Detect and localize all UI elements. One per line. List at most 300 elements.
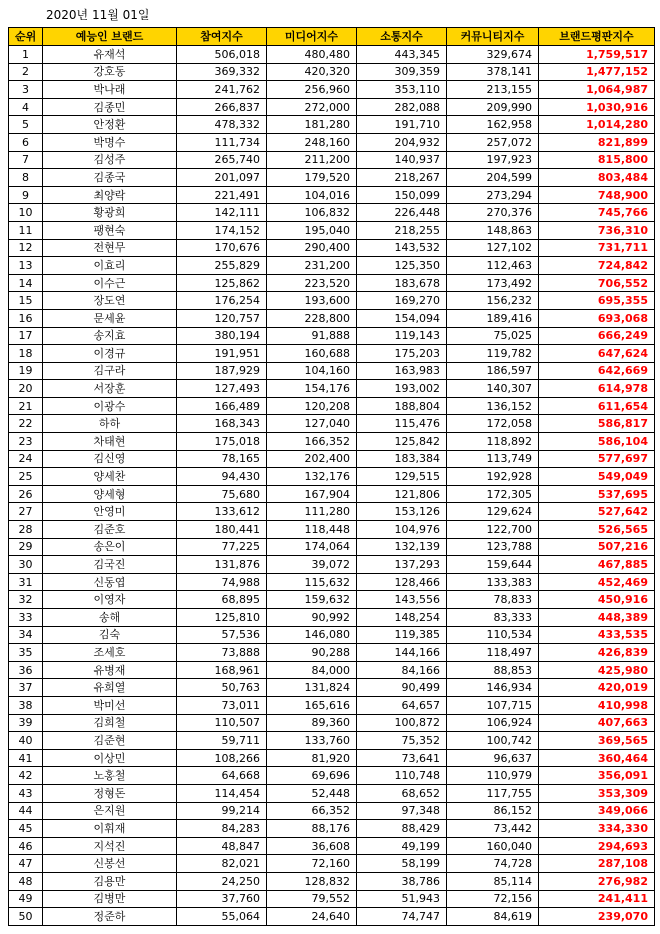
cell-community: 106,924	[447, 714, 539, 732]
cell-communication: 100,872	[357, 714, 447, 732]
cell-participation: 176,254	[177, 292, 267, 310]
report-date: 2020년 11월 01일	[46, 8, 150, 22]
table-row	[9, 309, 655, 327]
cell-brand-reputation: 745,766	[539, 204, 655, 222]
table-row	[9, 679, 655, 697]
cell-media: 89,360	[267, 714, 357, 732]
cell-brand-reputation: 614,978	[539, 380, 655, 398]
table-row	[9, 661, 655, 679]
cell-media: 88,176	[267, 820, 357, 838]
cell-community: 162,958	[447, 116, 539, 134]
cell-brand-reputation: 724,842	[539, 257, 655, 275]
table-row	[9, 221, 655, 239]
cell-media: 132,176	[267, 468, 357, 486]
cell-participation: 265,740	[177, 151, 267, 169]
cell-brand: 하하	[43, 415, 177, 433]
cell-media: 290,400	[267, 239, 357, 257]
cell-participation: 78,165	[177, 450, 267, 468]
table-row	[9, 204, 655, 222]
table-row	[9, 784, 655, 802]
cell-media: 174,064	[267, 538, 357, 556]
table-row	[9, 63, 655, 81]
cell-community: 189,416	[447, 309, 539, 327]
cell-community: 329,674	[447, 46, 539, 64]
cell-rank: 16	[9, 309, 43, 327]
cell-participation: 170,676	[177, 239, 267, 257]
header-rank: 순위	[9, 28, 43, 46]
cell-rank: 26	[9, 485, 43, 503]
cell-participation: 73,011	[177, 696, 267, 714]
cell-brand-reputation: 803,484	[539, 169, 655, 187]
cell-brand-reputation: 426,839	[539, 644, 655, 662]
cell-media: 69,696	[267, 767, 357, 785]
cell-communication: 51,943	[357, 890, 447, 908]
cell-brand-reputation: 356,091	[539, 767, 655, 785]
cell-media: 160,688	[267, 345, 357, 363]
cell-brand-reputation: 586,817	[539, 415, 655, 433]
cell-communication: 125,350	[357, 257, 447, 275]
table-row	[9, 151, 655, 169]
header-media: 미디어지수	[267, 28, 357, 46]
cell-rank: 6	[9, 133, 43, 151]
cell-communication: 75,352	[357, 732, 447, 750]
header-participation: 참여지수	[177, 28, 267, 46]
cell-participation: 369,332	[177, 63, 267, 81]
cell-rank: 23	[9, 433, 43, 451]
cell-community: 213,155	[447, 81, 539, 99]
cell-communication: 137,293	[357, 556, 447, 574]
cell-participation: 50,763	[177, 679, 267, 697]
cell-participation: 133,612	[177, 503, 267, 521]
cell-community: 136,152	[447, 397, 539, 415]
cell-communication: 125,842	[357, 433, 447, 451]
cell-brand-reputation: 360,464	[539, 749, 655, 767]
cell-brand: 김구라	[43, 362, 177, 380]
table-row	[9, 837, 655, 855]
cell-rank: 20	[9, 380, 43, 398]
cell-rank: 30	[9, 556, 43, 574]
cell-community: 129,624	[447, 503, 539, 521]
cell-community: 159,644	[447, 556, 539, 574]
cell-brand-reputation: 815,800	[539, 151, 655, 169]
table-row	[9, 274, 655, 292]
cell-communication: 183,678	[357, 274, 447, 292]
cell-brand-reputation: 425,980	[539, 661, 655, 679]
cell-communication: 140,937	[357, 151, 447, 169]
cell-media: 120,208	[267, 397, 357, 415]
cell-media: 202,400	[267, 450, 357, 468]
cell-brand: 이영자	[43, 591, 177, 609]
cell-brand: 박나래	[43, 81, 177, 99]
cell-participation: 68,895	[177, 591, 267, 609]
cell-media: 111,280	[267, 503, 357, 521]
cell-community: 72,156	[447, 890, 539, 908]
table-row	[9, 292, 655, 310]
cell-media: 115,632	[267, 573, 357, 591]
cell-brand-reputation: 507,216	[539, 538, 655, 556]
cell-brand: 장도연	[43, 292, 177, 310]
cell-communication: 49,199	[357, 837, 447, 855]
cell-community: 118,892	[447, 433, 539, 451]
cell-brand-reputation: 294,693	[539, 837, 655, 855]
cell-participation: 506,018	[177, 46, 267, 64]
table-row	[9, 46, 655, 64]
cell-participation: 180,441	[177, 521, 267, 539]
table-row	[9, 767, 655, 785]
cell-rank: 39	[9, 714, 43, 732]
cell-media: 128,832	[267, 872, 357, 890]
cell-brand-reputation: 420,019	[539, 679, 655, 697]
table-row	[9, 872, 655, 890]
cell-media: 118,448	[267, 521, 357, 539]
table-row	[9, 81, 655, 99]
cell-rank: 35	[9, 644, 43, 662]
cell-community: 172,058	[447, 415, 539, 433]
cell-brand-reputation: 647,624	[539, 345, 655, 363]
cell-community: 127,102	[447, 239, 539, 257]
cell-community: 192,928	[447, 468, 539, 486]
cell-rank: 22	[9, 415, 43, 433]
table-row	[9, 908, 655, 926]
cell-participation: 221,491	[177, 186, 267, 204]
cell-brand: 노홍철	[43, 767, 177, 785]
cell-brand-reputation: 334,330	[539, 820, 655, 838]
table-row	[9, 362, 655, 380]
cell-communication: 119,385	[357, 626, 447, 644]
cell-community: 273,294	[447, 186, 539, 204]
cell-brand-reputation: 695,355	[539, 292, 655, 310]
cell-community: 133,383	[447, 573, 539, 591]
cell-brand: 유희열	[43, 679, 177, 697]
cell-brand-reputation: 706,552	[539, 274, 655, 292]
cell-brand-reputation: 287,108	[539, 855, 655, 873]
cell-media: 72,160	[267, 855, 357, 873]
cell-media: 146,080	[267, 626, 357, 644]
cell-rank: 9	[9, 186, 43, 204]
cell-community: 186,597	[447, 362, 539, 380]
cell-community: 148,863	[447, 221, 539, 239]
cell-media: 66,352	[267, 802, 357, 820]
cell-brand: 김준현	[43, 732, 177, 750]
cell-brand-reputation: 526,565	[539, 521, 655, 539]
cell-media: 256,960	[267, 81, 357, 99]
cell-communication: 84,166	[357, 661, 447, 679]
table-row	[9, 644, 655, 662]
cell-rank: 32	[9, 591, 43, 609]
cell-rank: 4	[9, 98, 43, 116]
cell-rank: 40	[9, 732, 43, 750]
cell-participation: 74,988	[177, 573, 267, 591]
cell-media: 181,280	[267, 116, 357, 134]
cell-community: 78,833	[447, 591, 539, 609]
cell-brand: 김성주	[43, 151, 177, 169]
cell-communication: 132,139	[357, 538, 447, 556]
cell-rank: 8	[9, 169, 43, 187]
cell-communication: 58,199	[357, 855, 447, 873]
cell-media: 39,072	[267, 556, 357, 574]
cell-rank: 49	[9, 890, 43, 908]
cell-communication: 191,710	[357, 116, 447, 134]
table-row	[9, 433, 655, 451]
cell-community: 73,442	[447, 820, 539, 838]
cell-community: 84,619	[447, 908, 539, 926]
cell-community: 110,534	[447, 626, 539, 644]
table-row	[9, 257, 655, 275]
cell-community: 113,749	[447, 450, 539, 468]
table-row	[9, 345, 655, 363]
cell-rank: 3	[9, 81, 43, 99]
cell-communication: 119,143	[357, 327, 447, 345]
cell-brand: 강호동	[43, 63, 177, 81]
cell-community: 156,232	[447, 292, 539, 310]
cell-brand-reputation: 410,998	[539, 696, 655, 714]
cell-participation: 131,876	[177, 556, 267, 574]
cell-communication: 309,359	[357, 63, 447, 81]
cell-rank: 14	[9, 274, 43, 292]
cell-communication: 353,110	[357, 81, 447, 99]
cell-community: 123,788	[447, 538, 539, 556]
cell-community: 86,152	[447, 802, 539, 820]
cell-communication: 148,254	[357, 609, 447, 627]
cell-rank: 28	[9, 521, 43, 539]
cell-media: 104,160	[267, 362, 357, 380]
cell-brand: 문세윤	[43, 309, 177, 327]
cell-rank: 42	[9, 767, 43, 785]
cell-brand: 정형돈	[43, 784, 177, 802]
cell-participation: 166,489	[177, 397, 267, 415]
cell-brand-reputation: 693,068	[539, 309, 655, 327]
cell-participation: 120,757	[177, 309, 267, 327]
cell-participation: 55,064	[177, 908, 267, 926]
cell-brand: 이수근	[43, 274, 177, 292]
cell-brand: 이광수	[43, 397, 177, 415]
cell-brand: 양세형	[43, 485, 177, 503]
cell-participation: 108,266	[177, 749, 267, 767]
cell-communication: 73,641	[357, 749, 447, 767]
cell-rank: 37	[9, 679, 43, 697]
cell-communication: 64,657	[357, 696, 447, 714]
cell-community: 96,637	[447, 749, 539, 767]
cell-media: 36,608	[267, 837, 357, 855]
cell-rank: 50	[9, 908, 43, 926]
cell-media: 90,288	[267, 644, 357, 662]
table-row	[9, 820, 655, 838]
cell-community: 75,025	[447, 327, 539, 345]
cell-participation: 110,507	[177, 714, 267, 732]
cell-brand-reputation: 577,697	[539, 450, 655, 468]
cell-media: 133,760	[267, 732, 357, 750]
header-communication: 소통지수	[357, 28, 447, 46]
table-row	[9, 556, 655, 574]
cell-rank: 41	[9, 749, 43, 767]
cell-community: 204,599	[447, 169, 539, 187]
cell-brand: 김숙	[43, 626, 177, 644]
cell-media: 24,640	[267, 908, 357, 926]
table-row	[9, 714, 655, 732]
cell-rank: 31	[9, 573, 43, 591]
cell-community: 83,333	[447, 609, 539, 627]
table-row	[9, 397, 655, 415]
cell-participation: 82,021	[177, 855, 267, 873]
cell-communication: 97,348	[357, 802, 447, 820]
cell-media: 231,200	[267, 257, 357, 275]
cell-brand: 김용만	[43, 872, 177, 890]
cell-communication: 183,384	[357, 450, 447, 468]
cell-brand-reputation: 537,695	[539, 485, 655, 503]
cell-participation: 94,430	[177, 468, 267, 486]
cell-community: 110,979	[447, 767, 539, 785]
cell-media: 84,000	[267, 661, 357, 679]
cell-brand-reputation: 450,916	[539, 591, 655, 609]
cell-brand-reputation: 433,535	[539, 626, 655, 644]
cell-communication: 121,806	[357, 485, 447, 503]
cell-brand: 양세찬	[43, 468, 177, 486]
cell-brand-reputation: 1,064,987	[539, 81, 655, 99]
header-brand-reputation: 브랜드평판지수	[539, 28, 655, 46]
brand-ranking-table	[8, 27, 655, 926]
cell-rank: 17	[9, 327, 43, 345]
cell-community: 378,141	[447, 63, 539, 81]
cell-brand: 이경규	[43, 345, 177, 363]
cell-participation: 187,929	[177, 362, 267, 380]
cell-brand-reputation: 448,389	[539, 609, 655, 627]
cell-communication: 88,429	[357, 820, 447, 838]
cell-community: 118,497	[447, 644, 539, 662]
cell-media: 79,552	[267, 890, 357, 908]
cell-rank: 29	[9, 538, 43, 556]
table-row	[9, 591, 655, 609]
cell-media: 165,616	[267, 696, 357, 714]
cell-media: 211,200	[267, 151, 357, 169]
cell-communication: 163,983	[357, 362, 447, 380]
cell-communication: 143,532	[357, 239, 447, 257]
cell-participation: 174,152	[177, 221, 267, 239]
cell-brand-reputation: 276,982	[539, 872, 655, 890]
cell-participation: 127,493	[177, 380, 267, 398]
table-row	[9, 503, 655, 521]
cell-communication: 188,804	[357, 397, 447, 415]
cell-rank: 21	[9, 397, 43, 415]
cell-brand: 황광희	[43, 204, 177, 222]
cell-brand: 은지원	[43, 802, 177, 820]
cell-brand: 안영미	[43, 503, 177, 521]
cell-rank: 34	[9, 626, 43, 644]
cell-community: 160,040	[447, 837, 539, 855]
cell-media: 248,160	[267, 133, 357, 151]
cell-media: 195,040	[267, 221, 357, 239]
cell-media: 52,448	[267, 784, 357, 802]
cell-brand: 서장훈	[43, 380, 177, 398]
cell-participation: 191,951	[177, 345, 267, 363]
cell-community: 119,782	[447, 345, 539, 363]
cell-communication: 110,748	[357, 767, 447, 785]
cell-rank: 10	[9, 204, 43, 222]
cell-brand-reputation: 1,014,280	[539, 116, 655, 134]
cell-communication: 143,556	[357, 591, 447, 609]
cell-media: 223,520	[267, 274, 357, 292]
cell-communication: 218,255	[357, 221, 447, 239]
cell-community: 117,755	[447, 784, 539, 802]
table-row	[9, 380, 655, 398]
cell-rank: 12	[9, 239, 43, 257]
cell-participation: 24,250	[177, 872, 267, 890]
cell-rank: 5	[9, 116, 43, 134]
cell-brand-reputation: 611,654	[539, 397, 655, 415]
cell-brand-reputation: 821,899	[539, 133, 655, 151]
cell-communication: 169,270	[357, 292, 447, 310]
table-row	[9, 521, 655, 539]
cell-media: 420,320	[267, 63, 357, 81]
cell-participation: 168,961	[177, 661, 267, 679]
cell-participation: 84,283	[177, 820, 267, 838]
cell-rank: 7	[9, 151, 43, 169]
cell-media: 159,632	[267, 591, 357, 609]
table-row	[9, 855, 655, 873]
table-row	[9, 450, 655, 468]
cell-participation: 37,760	[177, 890, 267, 908]
cell-participation: 48,847	[177, 837, 267, 855]
cell-rank: 33	[9, 609, 43, 627]
cell-participation: 201,097	[177, 169, 267, 187]
table-header-row	[9, 28, 655, 46]
table-row	[9, 186, 655, 204]
cell-participation: 478,332	[177, 116, 267, 134]
cell-communication: 226,448	[357, 204, 447, 222]
cell-participation: 64,668	[177, 767, 267, 785]
cell-participation: 77,225	[177, 538, 267, 556]
cell-rank: 27	[9, 503, 43, 521]
cell-brand: 김종민	[43, 98, 177, 116]
table-row	[9, 415, 655, 433]
cell-brand: 최양락	[43, 186, 177, 204]
cell-participation: 125,810	[177, 609, 267, 627]
cell-brand-reputation: 748,900	[539, 186, 655, 204]
table-row	[9, 468, 655, 486]
cell-participation: 111,734	[177, 133, 267, 151]
cell-communication: 443,345	[357, 46, 447, 64]
table-row	[9, 538, 655, 556]
cell-media: 167,904	[267, 485, 357, 503]
cell-brand-reputation: 241,411	[539, 890, 655, 908]
cell-brand: 안정환	[43, 116, 177, 134]
cell-participation: 99,214	[177, 802, 267, 820]
cell-brand-reputation: 1,477,152	[539, 63, 655, 81]
cell-brand-reputation: 549,049	[539, 468, 655, 486]
cell-participation: 241,762	[177, 81, 267, 99]
cell-rank: 13	[9, 257, 43, 275]
table-row	[9, 239, 655, 257]
cell-media: 480,480	[267, 46, 357, 64]
cell-brand: 김준호	[43, 521, 177, 539]
cell-media: 179,520	[267, 169, 357, 187]
cell-community: 257,072	[447, 133, 539, 151]
cell-rank: 15	[9, 292, 43, 310]
table-row	[9, 749, 655, 767]
cell-participation: 175,018	[177, 433, 267, 451]
cell-participation: 142,111	[177, 204, 267, 222]
table-row	[9, 133, 655, 151]
cell-media: 166,352	[267, 433, 357, 451]
cell-communication: 90,499	[357, 679, 447, 697]
cell-brand: 지석진	[43, 837, 177, 855]
cell-brand-reputation: 349,066	[539, 802, 655, 820]
cell-communication: 153,126	[357, 503, 447, 521]
cell-communication: 129,515	[357, 468, 447, 486]
cell-brand: 유병재	[43, 661, 177, 679]
table-row	[9, 573, 655, 591]
cell-community: 107,715	[447, 696, 539, 714]
cell-communication: 74,747	[357, 908, 447, 926]
